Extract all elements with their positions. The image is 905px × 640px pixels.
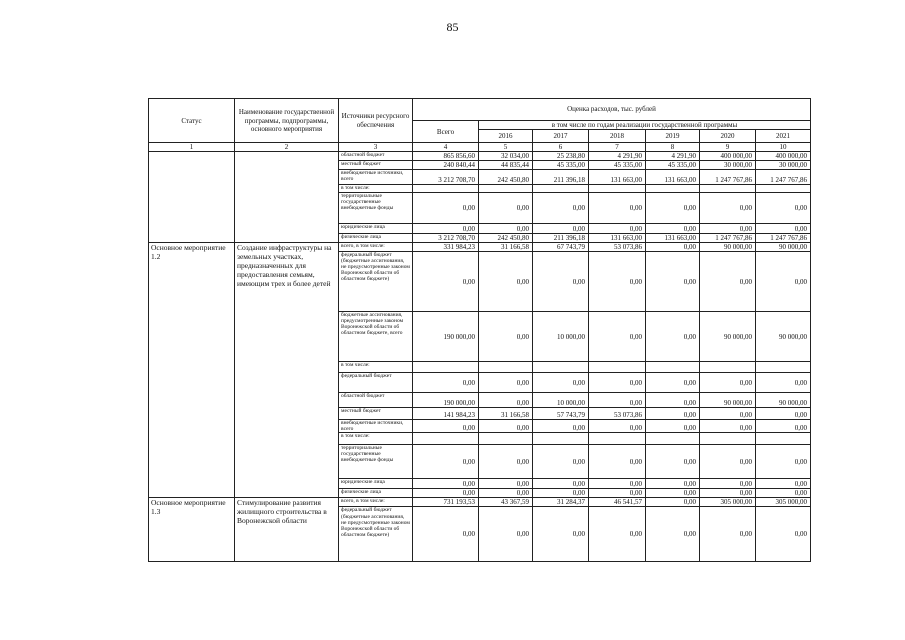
amount-cell: 0,00	[413, 224, 479, 234]
amount-cell: 67 743,79	[533, 243, 589, 252]
funding-source-cell: юридические лица	[339, 479, 413, 489]
amount-cell: 25 238,80	[533, 152, 589, 161]
funding-source-cell: бюджетные ассигнования, предусмотренные законом Воронежской области об областном бюджете, всего	[339, 312, 413, 362]
amount-cell	[589, 362, 646, 373]
amount-cell: 131 663,00	[589, 234, 646, 243]
amount-cell: 0,00	[646, 445, 700, 479]
amount-cell: 53 073,86	[589, 408, 646, 420]
amount-cell: 141 984,23	[413, 408, 479, 420]
amount-cell: 0,00	[479, 393, 533, 408]
amount-cell: 0,00	[756, 373, 811, 393]
amount-cell: 30 000,00	[700, 161, 756, 170]
measure-name-cell	[235, 152, 339, 243]
amount-cell: 0,00	[646, 252, 700, 312]
header-year: 2019	[646, 130, 700, 143]
amount-cell: 0,00	[646, 408, 700, 420]
amount-cell: 0,00	[589, 420, 646, 433]
amount-cell: 31 166,58	[479, 408, 533, 420]
amount-cell: 331 984,23	[413, 243, 479, 252]
amount-cell	[646, 433, 700, 445]
amount-cell: 45 335,00	[533, 161, 589, 170]
amount-cell: 1 247 767,86	[700, 170, 756, 185]
funding-source-cell: федеральный бюджет (бюджетные ассигнования, не предусмотренные законом Воронежской области об областном бюджете)	[339, 507, 413, 562]
amount-cell: 400 000,00	[700, 152, 756, 161]
funding-source-cell: в том числе:	[339, 185, 413, 193]
measure-name-cell: Создание инфраструктуры на земельных участках, предназначенных для предоставления семьям, имеющим трех и более детей	[235, 243, 339, 498]
amount-cell: 0,00	[479, 224, 533, 234]
amount-cell: 400 000,00	[756, 152, 811, 161]
amount-cell: 0,00	[646, 479, 700, 489]
amount-cell: 131 663,00	[646, 170, 700, 185]
amount-cell: 90 000,00	[756, 312, 811, 362]
amount-cell	[533, 433, 589, 445]
amount-cell: 0,00	[646, 498, 700, 507]
amount-cell: 45 335,00	[646, 161, 700, 170]
amount-cell: 0,00	[533, 224, 589, 234]
amount-cell: 0,00	[700, 373, 756, 393]
amount-cell: 0,00	[413, 489, 479, 498]
amount-cell: 0,00	[413, 193, 479, 224]
funding-source-cell: в том числе:	[339, 433, 413, 445]
amount-cell: 0,00	[479, 252, 533, 312]
amount-cell: 0,00	[756, 193, 811, 224]
header-year: 2021	[756, 130, 811, 143]
amount-cell: 0,00	[413, 507, 479, 562]
amount-cell: 10 000,00	[533, 393, 589, 408]
column-number: 1	[149, 143, 235, 152]
amount-cell: 10 000,00	[533, 312, 589, 362]
amount-cell: 0,00	[756, 479, 811, 489]
page-number: 85	[446, 20, 459, 34]
amount-cell: 0,00	[533, 252, 589, 312]
amount-cell: 0,00	[479, 373, 533, 393]
amount-cell: 0,00	[479, 479, 533, 489]
column-number: 4	[413, 143, 479, 152]
amount-cell: 0,00	[756, 445, 811, 479]
funding-source-cell: всего, в том числе:	[339, 498, 413, 507]
amount-cell	[589, 185, 646, 193]
amount-cell	[700, 185, 756, 193]
amount-cell: 0,00	[756, 507, 811, 562]
amount-cell: 0,00	[589, 489, 646, 498]
amount-cell: 0,00	[479, 507, 533, 562]
amount-cell: 0,00	[700, 445, 756, 479]
amount-cell: 211 396,18	[533, 170, 589, 185]
amount-cell: 0,00	[533, 193, 589, 224]
amount-cell: 0,00	[589, 224, 646, 234]
amount-cell: 1 247 767,86	[756, 170, 811, 185]
amount-cell: 0,00	[589, 312, 646, 362]
amount-cell: 0,00	[646, 193, 700, 224]
amount-cell: 31 284,37	[533, 498, 589, 507]
funding-source-cell: территориальные государственные внебюджетные фонды	[339, 445, 413, 479]
amount-cell: 0,00	[589, 507, 646, 562]
amount-cell: 0,00	[533, 489, 589, 498]
header-year: 2016	[479, 130, 533, 143]
amount-cell: 0,00	[533, 479, 589, 489]
amount-cell: 0,00	[646, 393, 700, 408]
amount-cell: 0,00	[646, 489, 700, 498]
table-row	[149, 152, 811, 161]
amount-cell: 0,00	[700, 507, 756, 562]
amount-cell	[700, 433, 756, 445]
funding-source-cell: федеральный бюджет	[339, 373, 413, 393]
status-cell: Основное мероприятие 1.2	[149, 243, 235, 498]
status-cell: Основное мероприятие 1.3	[149, 498, 235, 562]
amount-cell: 0,00	[646, 243, 700, 252]
amount-cell: 0,00	[589, 193, 646, 224]
amount-cell: 90 000,00	[700, 243, 756, 252]
header-year: 2020	[700, 130, 756, 143]
amount-cell	[413, 362, 479, 373]
amount-cell: 46 541,57	[589, 498, 646, 507]
funding-source-cell: федеральный бюджет (бюджетные ассигнования, не предусмотренные законом Воронежской области об областном бюджете)	[339, 252, 413, 312]
column-number: 8	[646, 143, 700, 152]
amount-cell: 0,00	[479, 193, 533, 224]
amount-cell: 0,00	[413, 373, 479, 393]
amount-cell	[413, 185, 479, 193]
amount-cell	[756, 433, 811, 445]
amount-cell: 4 291,90	[589, 152, 646, 161]
amount-cell: 4 291,90	[646, 152, 700, 161]
amount-cell: 0,00	[646, 312, 700, 362]
amount-cell	[700, 362, 756, 373]
header-year: 2017	[533, 130, 589, 143]
measure-name-cell: Стимулирование развития жилищного строительства в Воронежской области	[235, 498, 339, 562]
funding-source-cell: внебюджетные источники, всего	[339, 170, 413, 185]
column-number: 7	[589, 143, 646, 152]
amount-cell: 90 000,00	[756, 393, 811, 408]
amount-cell	[756, 185, 811, 193]
amount-cell: 43 367,59	[479, 498, 533, 507]
column-number: 2	[235, 143, 339, 152]
column-number: 9	[700, 143, 756, 152]
amount-cell: 1 247 767,86	[756, 234, 811, 243]
amount-cell: 865 856,60	[413, 152, 479, 161]
amount-cell: 0,00	[700, 224, 756, 234]
amount-cell	[413, 433, 479, 445]
amount-cell	[479, 185, 533, 193]
funding-source-cell: местный бюджет	[339, 161, 413, 170]
amount-cell: 190 000,00	[413, 393, 479, 408]
amount-cell: 0,00	[533, 507, 589, 562]
amount-cell	[756, 362, 811, 373]
funding-source-cell: областной бюджет	[339, 152, 413, 161]
funding-source-cell: местный бюджет	[339, 408, 413, 420]
header-year: 2018	[589, 130, 646, 143]
amount-cell	[533, 362, 589, 373]
amount-cell: 242 450,80	[479, 170, 533, 185]
amount-cell: 0,00	[589, 252, 646, 312]
block-continuation	[149, 152, 811, 243]
amount-cell: 0,00	[479, 445, 533, 479]
funding-source-cell: физические лица	[339, 234, 413, 243]
block-measure-1-2	[149, 243, 811, 498]
amount-cell: 57 743,79	[533, 408, 589, 420]
column-number: 5	[479, 143, 533, 152]
amount-cell: 53 073,86	[589, 243, 646, 252]
amount-cell: 0,00	[756, 252, 811, 312]
amount-cell: 0,00	[589, 479, 646, 489]
expense-table	[148, 98, 811, 562]
table-row	[149, 498, 811, 507]
amount-cell: 0,00	[479, 489, 533, 498]
amount-cell: 305 000,00	[756, 498, 811, 507]
amount-cell: 0,00	[700, 252, 756, 312]
amount-cell	[479, 362, 533, 373]
amount-cell: 0,00	[700, 193, 756, 224]
amount-cell: 31 166,58	[479, 243, 533, 252]
amount-cell: 0,00	[589, 373, 646, 393]
table-row	[149, 243, 811, 252]
amount-cell: 0,00	[413, 445, 479, 479]
amount-cell: 0,00	[700, 420, 756, 433]
amount-cell: 0,00	[533, 373, 589, 393]
funding-source-cell: юридические лица	[339, 224, 413, 234]
amount-cell: 0,00	[413, 252, 479, 312]
header-estimate: Оценка расходов, тыс. рублей	[413, 99, 811, 121]
amount-cell: 305 000,00	[700, 498, 756, 507]
amount-cell: 0,00	[646, 507, 700, 562]
amount-cell: 731 193,53	[413, 498, 479, 507]
header-name: Наименование государственной программы, подпрограммы, основного мероприятия	[235, 99, 339, 143]
amount-cell: 0,00	[479, 312, 533, 362]
amount-cell	[533, 185, 589, 193]
amount-cell: 131 663,00	[589, 170, 646, 185]
funding-source-cell: в том числе:	[339, 362, 413, 373]
amount-cell: 0,00	[413, 479, 479, 489]
column-number: 3	[339, 143, 413, 152]
amount-cell: 0,00	[479, 420, 533, 433]
header-source: Источники ресурсного обеспечения	[339, 99, 413, 143]
amount-cell	[646, 185, 700, 193]
amount-cell: 44 835,44	[479, 161, 533, 170]
amount-cell: 30 000,00	[756, 161, 811, 170]
amount-cell: 32 034,00	[479, 152, 533, 161]
amount-cell: 0,00	[589, 445, 646, 479]
amount-cell: 0,00	[756, 224, 811, 234]
amount-cell: 0,00	[700, 408, 756, 420]
amount-cell: 0,00	[646, 373, 700, 393]
header-by-years: в том числе по годам реализации государственной программы	[479, 121, 811, 130]
amount-cell: 0,00	[756, 489, 811, 498]
amount-cell: 211 396,18	[533, 234, 589, 243]
amount-cell: 242 450,80	[479, 234, 533, 243]
amount-cell: 0,00	[646, 420, 700, 433]
block-measure-1-3	[149, 498, 811, 562]
column-numbers-row	[149, 143, 811, 152]
amount-cell	[479, 433, 533, 445]
amount-cell: 45 335,00	[589, 161, 646, 170]
funding-source-cell: территориальные государственные внебюджетные фонды	[339, 193, 413, 224]
amount-cell: 240 840,44	[413, 161, 479, 170]
amount-cell: 0,00	[533, 445, 589, 479]
amount-cell: 0,00	[700, 479, 756, 489]
amount-cell: 1 247 767,86	[700, 234, 756, 243]
amount-cell: 90 000,00	[700, 393, 756, 408]
amount-cell: 90 000,00	[700, 312, 756, 362]
amount-cell	[646, 362, 700, 373]
amount-cell: 0,00	[413, 420, 479, 433]
amount-cell: 0,00	[533, 420, 589, 433]
amount-cell	[589, 433, 646, 445]
amount-cell: 0,00	[756, 408, 811, 420]
amount-cell: 0,00	[700, 489, 756, 498]
column-number: 10	[756, 143, 811, 152]
amount-cell: 0,00	[646, 224, 700, 234]
amount-cell: 0,00	[756, 420, 811, 433]
amount-cell: 131 663,00	[646, 234, 700, 243]
amount-cell: 0,00	[589, 393, 646, 408]
funding-source-cell: областной бюджет	[339, 393, 413, 408]
header-total: Всего	[413, 121, 479, 143]
funding-source-cell: внебюджетные источники, всего	[339, 420, 413, 433]
amount-cell: 3 212 708,70	[413, 170, 479, 185]
header-status: Статус	[149, 99, 235, 143]
status-cell	[149, 152, 235, 243]
funding-source-cell: физические лица	[339, 489, 413, 498]
amount-cell: 90 000,00	[756, 243, 811, 252]
funding-source-cell: всего, в том числе:	[339, 243, 413, 252]
amount-cell: 3 212 708,70	[413, 234, 479, 243]
column-number: 6	[533, 143, 589, 152]
amount-cell: 190 000,00	[413, 312, 479, 362]
